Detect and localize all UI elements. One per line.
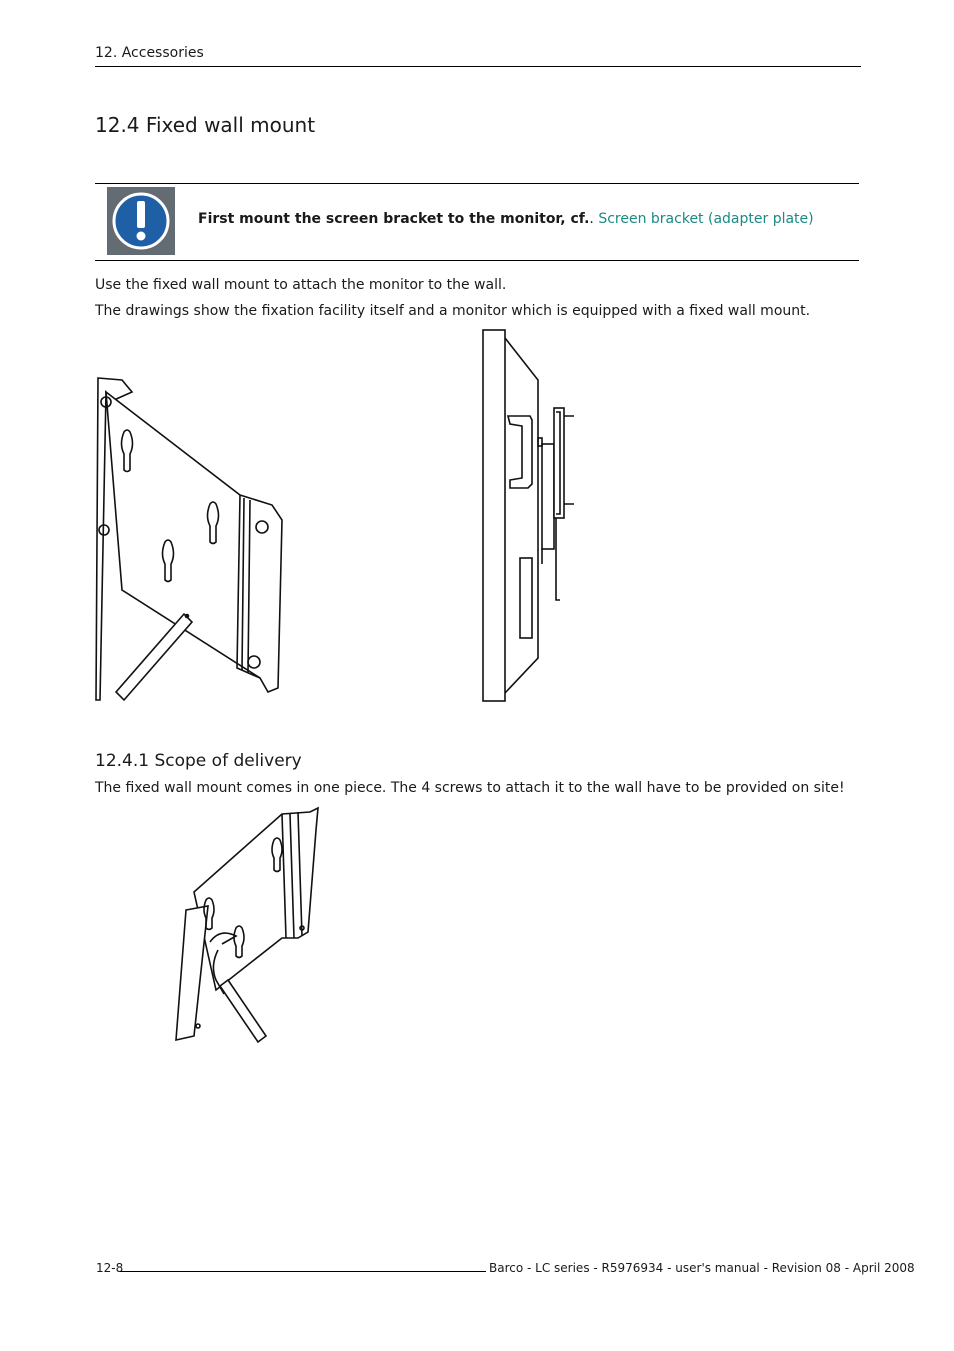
- monitor-side-view-drawing: [480, 328, 590, 708]
- note-separator: .: [589, 211, 599, 227]
- note-bold-text: First mount the screen bracket to the monitor, cf.: [198, 211, 590, 227]
- header-rule: [95, 66, 861, 67]
- scope-of-delivery-drawing: [170, 800, 330, 1050]
- running-header: 12. Accessories: [95, 45, 204, 61]
- note-top-rule: [95, 183, 859, 184]
- footer-document-info: Barco - LC series - R5976934 - user's manual - Revision 08 - April 2008: [489, 1261, 915, 1275]
- subsection-title: 12.4.1 Scope of delivery: [95, 751, 302, 771]
- subsection-text: The fixed wall mount comes in one piece. The 4 screws to attach it to the wall have to be provided on site!: [95, 780, 845, 796]
- wall-mount-bracket-drawing: [92, 370, 292, 710]
- body-paragraph-2: The drawings show the fixation facility itself and a monitor which is equipped with a fixed wall mount.: [95, 303, 811, 319]
- exclamation-icon: [107, 187, 175, 255]
- body-paragraph-1: Use the fixed wall mount to attach the monitor to the wall.: [95, 277, 507, 293]
- footer-rule: [120, 1271, 486, 1272]
- note-bottom-rule: [95, 260, 859, 261]
- page-number: 12-8: [96, 1261, 124, 1275]
- screen-bracket-link[interactable]: Screen bracket (adapter plate): [598, 211, 814, 227]
- section-title: 12.4 Fixed wall mount: [95, 113, 316, 137]
- note-text: [198, 211, 814, 227]
